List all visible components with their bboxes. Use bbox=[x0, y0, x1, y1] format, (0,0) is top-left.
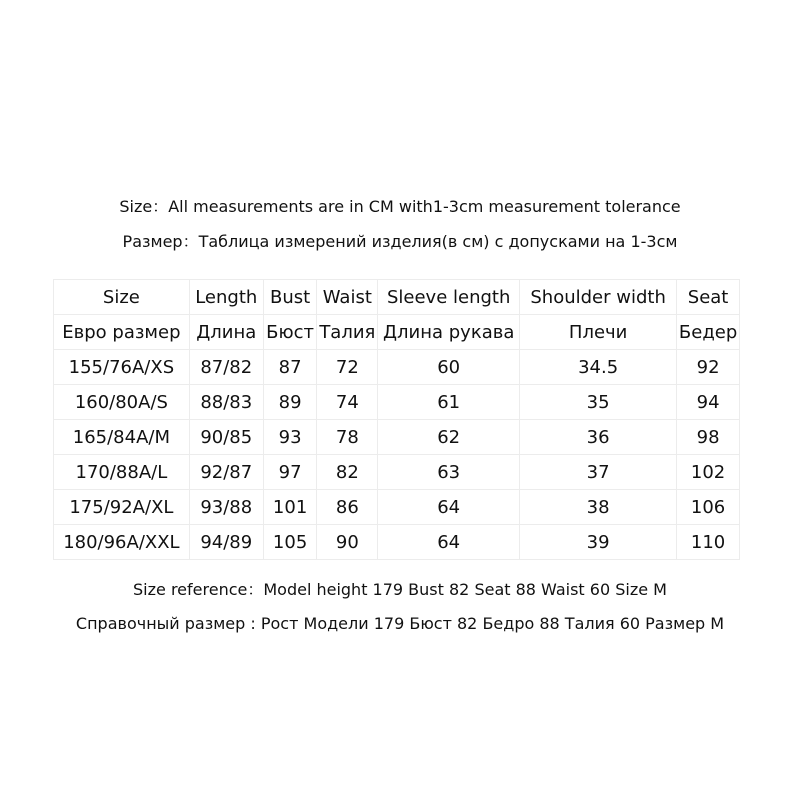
table-cell: 94 bbox=[677, 385, 740, 420]
table-cell: 89 bbox=[263, 385, 317, 420]
table-cell: 101 bbox=[263, 490, 317, 525]
table-cell: 39 bbox=[520, 525, 677, 560]
size-chart-table bbox=[53, 279, 740, 560]
table-cell: 87 bbox=[263, 350, 317, 385]
table-cell: 86 bbox=[317, 490, 378, 525]
table-cell: 87/82 bbox=[189, 350, 263, 385]
table-cell: 93 bbox=[263, 420, 317, 455]
table-cell: 105 bbox=[263, 525, 317, 560]
header-row-english bbox=[54, 280, 740, 315]
size-note-english: Size：All measurements are in CM with1-3cm measurement tolerance bbox=[119, 197, 681, 216]
table-row bbox=[54, 490, 740, 525]
header-cell: Sleeve length bbox=[378, 280, 520, 315]
header-row-russian bbox=[54, 315, 740, 350]
header-cell: Seat bbox=[677, 280, 740, 315]
header-cell: Длина рукава bbox=[378, 315, 520, 350]
table-cell: 37 bbox=[520, 455, 677, 490]
header-cell: Талия bbox=[317, 315, 378, 350]
table-cell: 110 bbox=[677, 525, 740, 560]
table-cell: 38 bbox=[520, 490, 677, 525]
table-cell: 90/85 bbox=[189, 420, 263, 455]
table-cell: 60 bbox=[378, 350, 520, 385]
table-cell: 160/80A/S bbox=[54, 385, 190, 420]
table-cell: 34.5 bbox=[520, 350, 677, 385]
table-cell: 94/89 bbox=[189, 525, 263, 560]
header-cell: Бедер bbox=[677, 315, 740, 350]
table-cell: 74 bbox=[317, 385, 378, 420]
header-cell: Евро размер bbox=[54, 315, 190, 350]
table-row bbox=[54, 420, 740, 455]
table-cell: 62 bbox=[378, 420, 520, 455]
table-cell: 82 bbox=[317, 455, 378, 490]
table-row bbox=[54, 455, 740, 490]
table-cell: 155/76A/XS bbox=[54, 350, 190, 385]
table-cell: 35 bbox=[520, 385, 677, 420]
header-cell: Длина bbox=[189, 315, 263, 350]
size-reference-russian: Справочный размер : Рост Модели 179 Бюст 82 Бедро 88 Талия 60 Размер M bbox=[75, 614, 725, 633]
table-cell: 64 bbox=[378, 490, 520, 525]
table-cell: 36 bbox=[520, 420, 677, 455]
table-cell: 98 bbox=[677, 420, 740, 455]
size-note-russian: Размер：Таблица измерений изделия(в см) с допусками на 1-3см bbox=[122, 232, 678, 251]
table-cell: 175/92A/XL bbox=[54, 490, 190, 525]
header-cell: Size bbox=[54, 280, 190, 315]
header-cell: Бюст bbox=[263, 315, 317, 350]
table-cell: 90 bbox=[317, 525, 378, 560]
table-row bbox=[54, 350, 740, 385]
header-cell: Shoulder width bbox=[520, 280, 677, 315]
header-cell: Waist bbox=[317, 280, 378, 315]
table-cell: 61 bbox=[378, 385, 520, 420]
table-cell: 92/87 bbox=[189, 455, 263, 490]
size-reference-english: Size reference：Model height 179 Bust 82 Seat 88 Waist 60 Size M bbox=[133, 580, 667, 599]
table-cell: 92 bbox=[677, 350, 740, 385]
table-cell: 170/88A/L bbox=[54, 455, 190, 490]
table-row bbox=[54, 525, 740, 560]
table-cell: 64 bbox=[378, 525, 520, 560]
table-cell: 88/83 bbox=[189, 385, 263, 420]
table-cell: 93/88 bbox=[189, 490, 263, 525]
header-cell: Length bbox=[189, 280, 263, 315]
header-cell: Bust bbox=[263, 280, 317, 315]
table-cell: 63 bbox=[378, 455, 520, 490]
table-cell: 165/84A/M bbox=[54, 420, 190, 455]
table-cell: 78 bbox=[317, 420, 378, 455]
header-cell: Плечи bbox=[520, 315, 677, 350]
table-cell: 180/96A/XXL bbox=[54, 525, 190, 560]
table-cell: 106 bbox=[677, 490, 740, 525]
table-cell: 102 bbox=[677, 455, 740, 490]
table-cell: 72 bbox=[317, 350, 378, 385]
table-cell: 97 bbox=[263, 455, 317, 490]
table-row bbox=[54, 385, 740, 420]
